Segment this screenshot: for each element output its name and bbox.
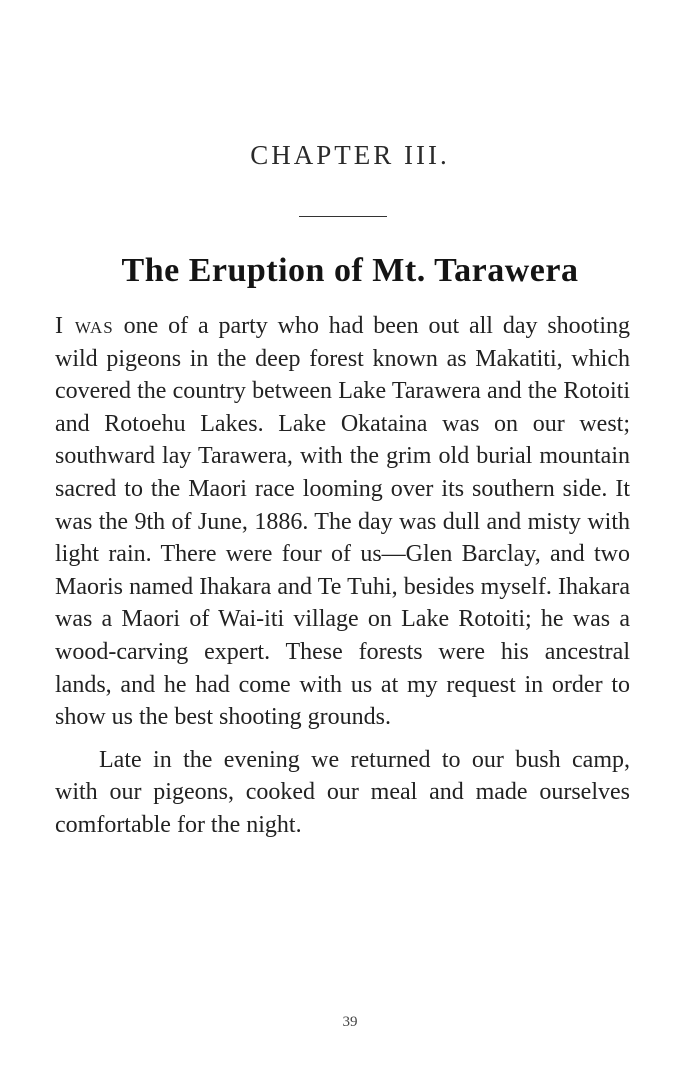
chapter-heading: CHAPTER III.: [250, 140, 450, 170]
heading-divider: [299, 216, 387, 217]
paragraph-2: Late in the evening we returned to our bush camp, with our pigeons, cooked our meal and made ourselves comfortable for the night.: [55, 746, 630, 838]
paragraph-1: [55, 310, 630, 734]
body-text: [55, 310, 630, 842]
paragraph-1-text: one of a party who had been out all day shooting wild pigeons in the deep forest known as Makatiti, which covered the country between Lake Tarawera and the Rotoiti and Rotoehu Lakes. Lake Okataina was on our west; southward lay Tarawera, with the grim old burial mountain sacred to the Maori race looming over its southern side. It was the 9th of June, 1886. The day was dull and misty with light rain. There were four of us—Glen Barclay, and two Maoris named Ihakara and Te Tuhi, besides myself. Ihakara was a Maori of Wai-iti village on Lake Rotoiti; he was a wood-carving expert. These forests were his ancestral lands, and he had come with us at my request in order to show us the best shooting grounds.: [55, 313, 630, 731]
page-number: 39: [342, 1014, 358, 1030]
chapter-title: The Eruption of Mt. Tarawera: [121, 252, 579, 289]
paragraph-lead: I was: [55, 313, 114, 339]
